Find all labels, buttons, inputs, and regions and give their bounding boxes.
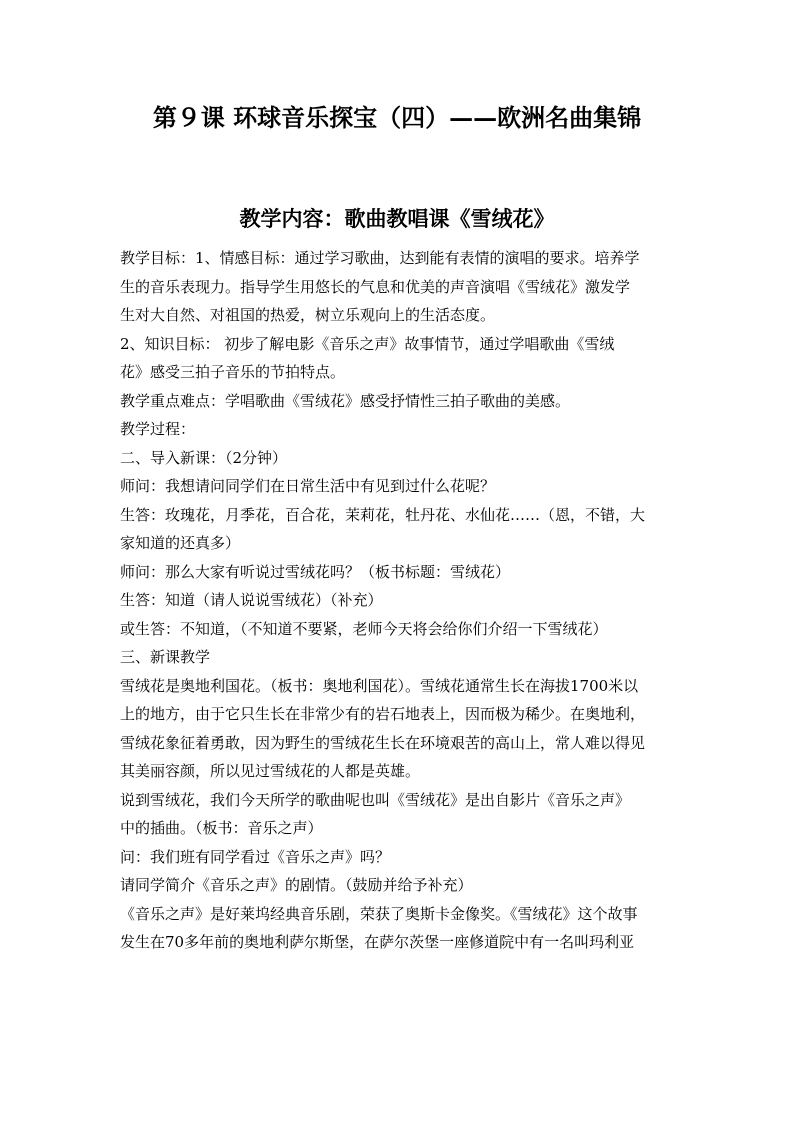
line-16: 雪绒花是奥地利国花。（板书：奥地利国花）。雪绒花通常生长在海拔1700米以 bbox=[120, 676, 639, 695]
line-01: 教学目标：1、情感目标：通过学习歌曲，达到能有表情的演唱的要求。培养学 bbox=[120, 249, 640, 267]
line-11: 家知道的还真多） bbox=[120, 534, 241, 552]
line-15: 三、新课教学 bbox=[120, 648, 211, 666]
section-subtitle: 教学内容：歌曲教唱课《雪绒花》 bbox=[239, 206, 555, 231]
line-22: 问：我们班有同学看过《音乐之声》吗？ bbox=[120, 847, 391, 866]
line-24: 《音乐之声》是好莱坞经典音乐剧，荣获了奥斯卡金像奖。《雪绒花》这个故事 bbox=[120, 904, 638, 923]
lesson-body bbox=[120, 244, 680, 957]
line-06: 教学重点难点：学唱歌曲《雪绒花》感受抒情性三拍子歌曲的美感。 bbox=[120, 391, 571, 410]
line-18: 雪绒花象征着勇敢，因为野生的雪绒花生长在环境艰苦的高山上，常人难以得见 bbox=[120, 733, 646, 752]
line-20: 说到雪绒花，我们今天所学的歌曲呢也叫《雪绒花》是出自影片《音乐之声》 bbox=[120, 790, 631, 809]
line-10: 生答：玫瑰花，月季花，百合花，茉莉花，牡丹花、水仙花……（恩，不错，大 bbox=[120, 505, 646, 524]
line-19: 其美丽容颜，所以见过雪绒花的人都是英雄。 bbox=[120, 762, 421, 780]
line-13: 生答：知道（请人说说雪绒花）（补充） bbox=[120, 591, 383, 609]
line-21: 中的插曲。（板书：音乐之声） bbox=[120, 819, 323, 837]
line-05: 花》感受三拍子音乐的节拍特点。 bbox=[120, 363, 346, 381]
page-title: 第９课 环球音乐探宝（四）——欧洲名曲集锦 bbox=[152, 103, 642, 132]
line-02: 生的音乐表现力。指导学生用悠长的气息和优美的声音演唱《雪绒花》激发学 bbox=[120, 277, 631, 296]
line-07: 教学过程： bbox=[120, 420, 196, 438]
line-08: 二、导入新课：（2分钟） bbox=[120, 448, 288, 467]
line-17: 上的地方，由于它只生长在非常少有的岩石地表上，因而极为稀少。在奥地利， bbox=[120, 705, 646, 723]
line-23: 请同学简介《音乐之声》的剧情。（鼓励并给予补充） bbox=[120, 876, 473, 894]
line-03: 生对大自然、对祖国的热爱，树立乐观向上的生活态度。 bbox=[120, 306, 496, 324]
line-09: 师问：我想请问同学们在日常生活中有见到过什么花呢？ bbox=[120, 477, 496, 495]
line-04: 2、知识目标： 初步了解电影《音乐之声》故事情节，通过学唱歌曲《雪绒 bbox=[120, 334, 615, 353]
line-14: 或生答：不知道，（不知道不要紧，老师今天将会给你们介绍一下雪绒花） bbox=[120, 619, 608, 638]
line-12: 师问：那么大家有听说过雪绒花吗？（板书标题：雪绒花） bbox=[120, 562, 511, 581]
line-25: 发生在70多年前的奥地利萨尔斯堡，在萨尔茨堡一座修道院中有一名叫玛利亚 bbox=[120, 933, 635, 951]
